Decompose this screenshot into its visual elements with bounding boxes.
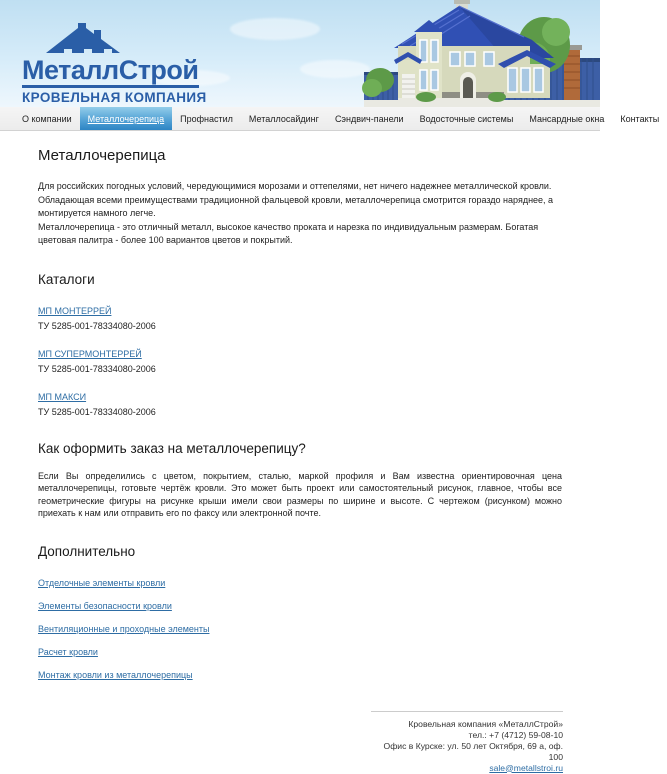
link-ventilation-elements[interactable]: Вентиляционные и проходные элементы [38, 623, 210, 634]
cloud-decoration [230, 18, 320, 40]
intro-paragraph: Металлочерепица - это отличный металл, высокое качество проката и нарезка по индивидуальным размерам. Богатая цветовая палитра - более 100 вариантов цветов и покрытий. [38, 221, 539, 245]
nav-item-mansard-windows[interactable]: Мансардные окна [529, 113, 605, 124]
catalogs-heading: Каталоги [38, 271, 95, 287]
catalog-spec: ТУ 5285-001-78334080-2006 [38, 406, 156, 417]
page-title: Металлочерепица [38, 147, 166, 164]
catalog-spec: ТУ 5285-001-78334080-2006 [38, 320, 156, 331]
nav-item-about[interactable]: О компании [22, 113, 72, 124]
catalog-item [38, 301, 562, 331]
additional-links [38, 573, 562, 683]
intro-text [38, 180, 562, 248]
logo-link[interactable] [22, 20, 212, 105]
catalog-item [38, 387, 562, 417]
catalog-link-monterrey[interactable]: МП МОНТЕРРЕЙ [38, 305, 112, 316]
order-text: Если Вы определились с цветом, покрытием, сталью, маркой профиля и Вам известна ориентировочная цена металлочерепицы, готовьте чертёж кровли. Это может быть проект или самостоятельный рисунок, главное, чтобы все геометрические фигуры на рисунке крыши имели свои размеры по ширине и высоте. С чертежом (рисунком) можно приехать к нам или отправить его по факсу или электронной почте. [38, 470, 562, 518]
footer-email-link[interactable]: sale@metallstroi.ru [489, 762, 563, 773]
order-heading: Как оформить заказ на металлочерепицу? [38, 440, 306, 456]
cloud-decoration [300, 60, 370, 78]
house-illustration [364, 0, 600, 107]
nav-item-metallocherepitsa[interactable]: Металлочерепица [80, 107, 173, 130]
main-content [0, 131, 600, 683]
nav-item-metallosiding[interactable]: Металлосайдинг [248, 113, 319, 124]
site-header [0, 0, 600, 107]
site-footer [371, 711, 563, 774]
catalog-spec: ТУ 5285-001-78334080-2006 [38, 363, 156, 374]
footer-address: Офис в Курске: ул. 50 лет Октября, 69 а, оф. 100 [383, 740, 563, 762]
link-finishing-elements[interactable]: Отделочные элементы кровли [38, 577, 166, 588]
nav-item-sandwich-panels[interactable]: Сэндвич-панели [334, 113, 404, 124]
footer-company: Кровельная компания «МеталлСтрой» [408, 718, 563, 729]
link-roof-calculation[interactable]: Расчет кровли [38, 646, 98, 657]
footer-phone: тел.: +7 (4712) 59-08-10 [468, 729, 563, 740]
logo-title: МеталлСтрой [22, 56, 199, 88]
link-roof-installation[interactable]: Монтаж кровли из металлочерепицы [38, 669, 193, 680]
intro-paragraph: Обладающая всеми преимуществами традиционной фальцевой кровли, металлочерепица смотрится гораздо наряднее, а монтируется намного легче. [38, 194, 554, 218]
link-safety-elements[interactable]: Элементы безопасности кровли [38, 600, 172, 611]
catalog-link-maxi[interactable]: МП МАКСИ [38, 391, 87, 402]
nav-item-contacts[interactable]: Контакты [620, 113, 660, 124]
intro-paragraph: Для российских погодных условий, чередующимися морозами и оттепелями, нет ничего надежнее металлической кровли. [38, 181, 552, 191]
logo-roof-icon [44, 20, 122, 56]
nav-item-drainage-systems[interactable]: Водосточные системы [419, 113, 514, 124]
nav-item-profnastil[interactable]: Профнастил [180, 113, 233, 124]
catalog-link-supermonterrey[interactable]: МП СУПЕРМОНТЕРРЕЙ [38, 348, 142, 359]
logo-subtitle: КРОВЕЛЬНАЯ КОМПАНИЯ [22, 90, 207, 105]
main-nav [0, 107, 660, 131]
catalog-item [38, 344, 562, 374]
additional-heading: Дополнительно [38, 543, 136, 559]
